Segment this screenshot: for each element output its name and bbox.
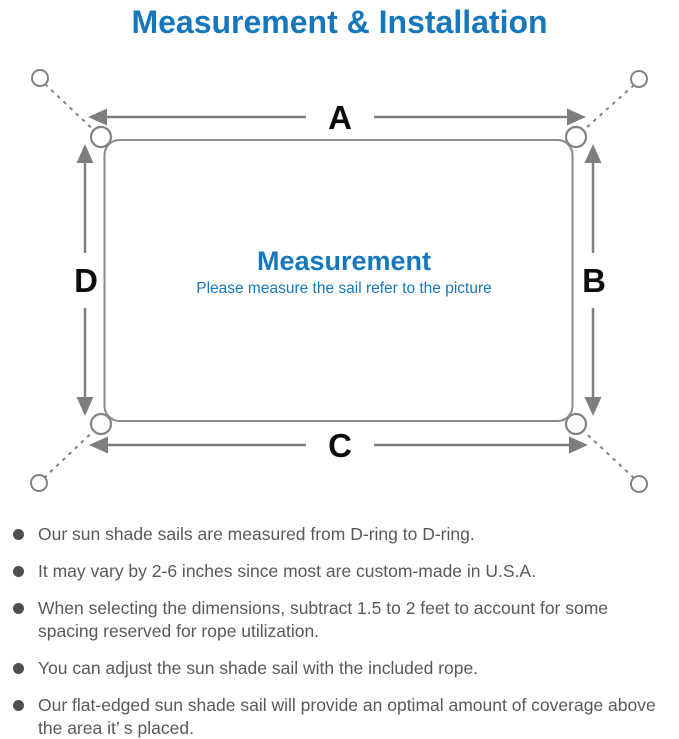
arrowhead-right-icon xyxy=(569,437,588,454)
list-item xyxy=(11,560,669,583)
bullet-dot-icon xyxy=(13,603,24,614)
bullet-dot-icon xyxy=(13,566,24,577)
arrowhead-up-icon xyxy=(585,144,602,163)
bullet-dot-icon xyxy=(13,663,24,674)
list-item xyxy=(11,597,669,643)
arrowhead-up-icon xyxy=(77,144,94,163)
instruction-list xyxy=(11,523,669,739)
dashed-line-top-right xyxy=(576,85,634,137)
anchor-circle-icon xyxy=(32,70,48,86)
dimension-arrow-d xyxy=(74,144,98,416)
diagram-center-title: Measurement xyxy=(256,246,432,276)
diagram-center-subtitle: Please measure the sail refer to the picture xyxy=(196,280,492,297)
list-item xyxy=(11,657,669,680)
list-item xyxy=(11,523,669,546)
dashed-line-bottom-left xyxy=(44,424,101,478)
bullet-dot-icon xyxy=(13,700,24,711)
bullet-dot-icon xyxy=(13,529,24,540)
dimension-label-c: C xyxy=(328,427,352,464)
page-title: Measurement & Installation xyxy=(131,4,548,40)
dimension-label-d: D xyxy=(74,262,98,299)
dashed-line-bottom-right xyxy=(576,424,634,478)
dimension-label-b: B xyxy=(582,262,606,299)
dimension-arrow-b xyxy=(582,144,606,416)
instruction-text: It may vary by 2-6 inches since most are custom-made in U.S.A. xyxy=(38,561,536,581)
list-item xyxy=(11,694,669,739)
anchor-circle-icon xyxy=(631,71,647,87)
anchor-circle-icon xyxy=(631,476,647,492)
instruction-text: You can adjust the sun shade sail with the included rope. xyxy=(38,658,479,678)
instruction-text: Our flat-edged sun shade sail will provide an optimal amount of coverage above the area it’ s placed. xyxy=(38,695,656,738)
arrowhead-left-icon xyxy=(89,437,108,454)
dimension-arrow-c xyxy=(89,427,588,464)
dashed-line-top-left xyxy=(45,84,101,137)
dimension-label-a: A xyxy=(328,99,352,136)
arrowhead-left-icon xyxy=(88,109,107,126)
anchor-circle-icon xyxy=(31,475,47,491)
arrowhead-down-icon xyxy=(585,397,602,416)
arrowhead-down-icon xyxy=(77,397,94,416)
instruction-text: Our sun shade sails are measured from D-ring to D-ring. xyxy=(38,524,475,544)
dimension-arrow-a xyxy=(88,99,586,136)
instruction-text: When selecting the dimensions, subtract 1.5 to 2 feet to account for some spacing reserved for rope utilization. xyxy=(38,598,609,641)
arrowhead-right-icon xyxy=(567,109,586,126)
